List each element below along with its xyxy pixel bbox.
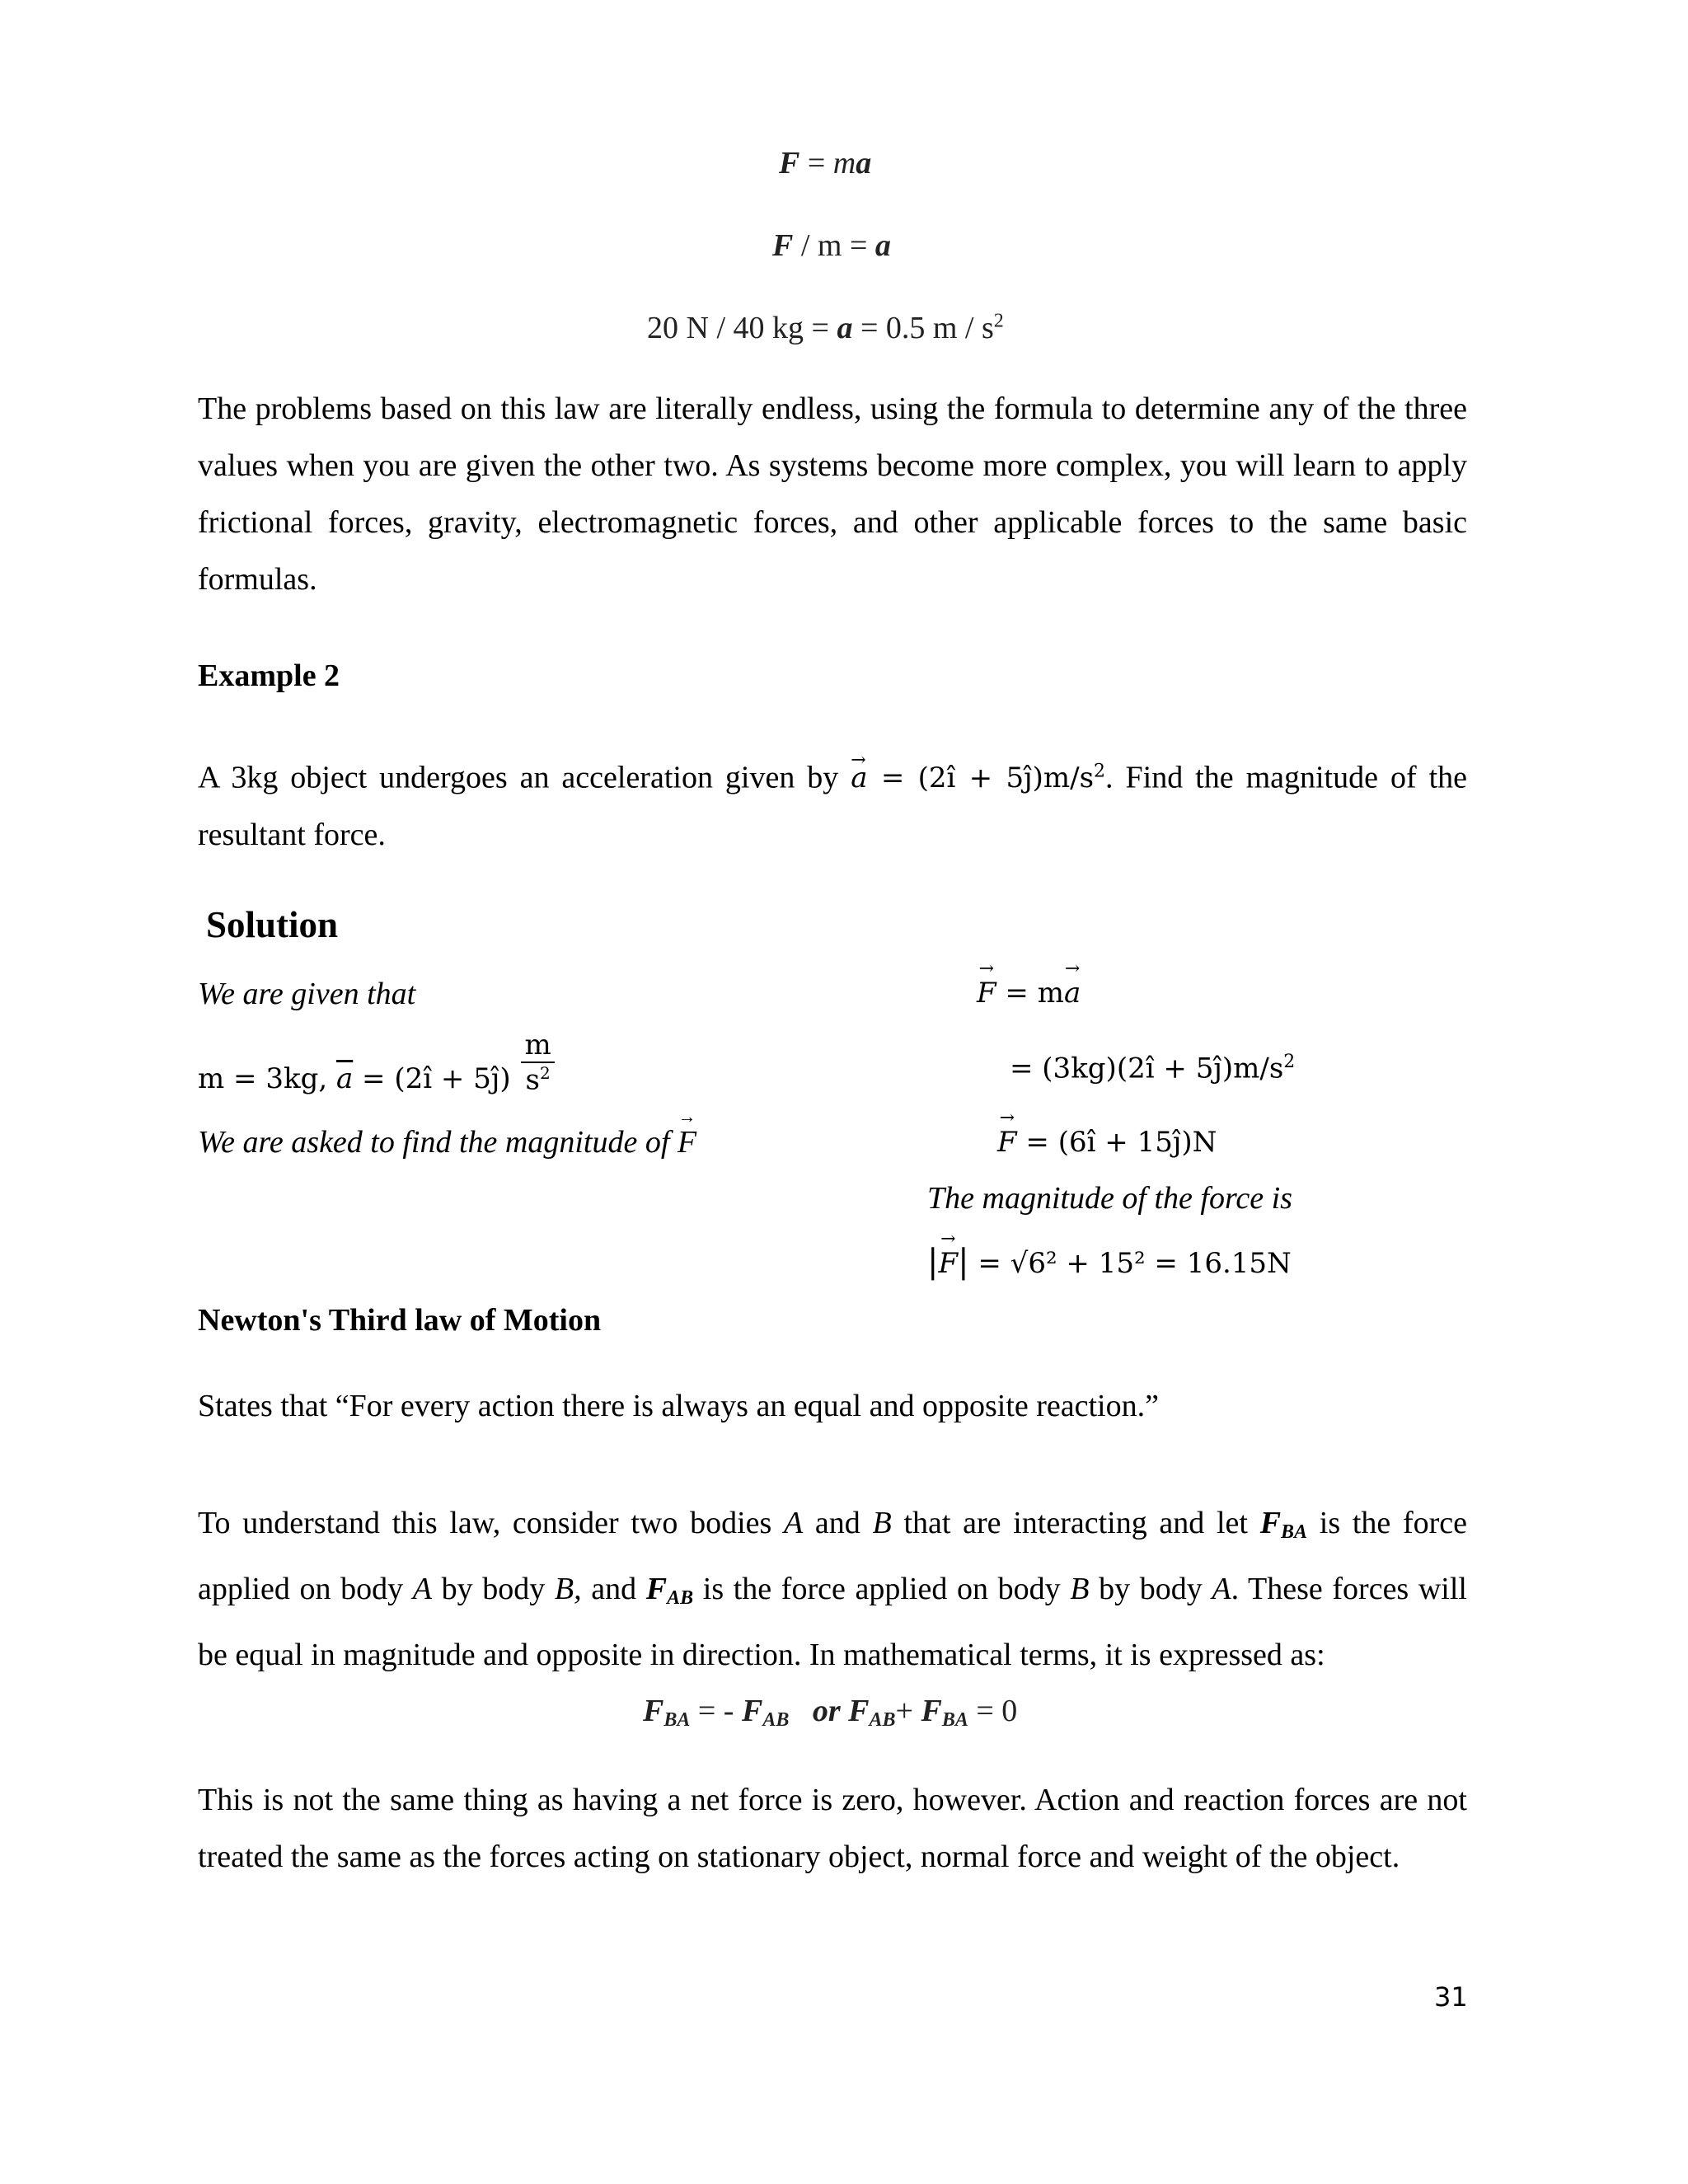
a-vector-overline: $\overline{a}$ bbox=[335, 1062, 354, 1096]
eq-f-symbol: F bbox=[779, 146, 800, 180]
eq-middle: / m = bbox=[793, 228, 875, 263]
equation-third-law: $F_{BA}$ = - $F_{AB}$ or $F_{AB}+ F_{BA} = 0$ bbox=[643, 1694, 1018, 1731]
example-heading: Example 2 bbox=[198, 658, 340, 693]
solution-line-2: = (3kg)(2î + $5ĵ)m/s^2$ bbox=[1010, 1052, 1296, 1085]
mass-equation: m = 3kg, bbox=[198, 1062, 336, 1096]
example-math: = (2î + 5ĵ)m/s bbox=[867, 762, 1095, 795]
solution-line-3: → F = (6î + 15ĵ)N bbox=[997, 1126, 1217, 1159]
frac-numerator: m bbox=[521, 1029, 554, 1063]
f-vector: → F bbox=[678, 1124, 696, 1160]
fraction-m-over-s2 bbox=[521, 1029, 554, 1096]
paragraph-third-law-explanation: To understand this law, consider two bodies A and B that are interacting and let $F_{BA}$ is the force applied on body A by body B, and $F_{AB}$ is the force applied on body B by body A. These forces will be equal in magnitude and opposite in direction. In mathematical terms, it is expressed as: bbox=[198, 1506, 1467, 1672]
a-vector: → a bbox=[1064, 977, 1081, 1010]
given-values bbox=[198, 1029, 555, 1097]
eq-equals: = bbox=[799, 146, 833, 180]
paragraph-formula-problems: The problems based on this law are literally endless, using the formula to determine any of the three values when you are given the other two. As systems become more complex, you will learn to apply frictional forces, gravity, electromagnetic forces, and other applicable forces to the same basic formulas. bbox=[198, 391, 1467, 597]
eq-a-symbol: a bbox=[856, 146, 872, 180]
third-law-statement: States that “For every action there is always an equal and opposite reaction.” bbox=[198, 1389, 1159, 1423]
a-equation: = (2î + 5ĵ) bbox=[353, 1062, 511, 1096]
example-text-post: . Find the magnitude of the resultant force. bbox=[198, 760, 1467, 853]
acceleration-vector: → a bbox=[851, 750, 867, 807]
f-vector: → F bbox=[977, 977, 996, 1010]
asked-text: We are asked to find the magnitude of → F bbox=[198, 1124, 696, 1160]
eq-right: = 0.5 m / s bbox=[852, 311, 994, 345]
given-text: We are given that bbox=[198, 977, 416, 1011]
eq-a-symbol: a bbox=[837, 311, 853, 345]
equation-f-over-m bbox=[772, 227, 891, 264]
example-text-pre: A 3kg object undergoes an acceleration given by bbox=[198, 760, 851, 795]
eq-superscript: 2 bbox=[993, 310, 1004, 332]
page-number: 31 bbox=[1434, 1981, 1468, 2013]
example-sup: 2 bbox=[1094, 762, 1106, 782]
third-law-heading: Newton's Third law of Motion bbox=[198, 1303, 602, 1338]
eq-f-symbol: F bbox=[772, 228, 794, 263]
solution-heading: Solution bbox=[206, 904, 339, 945]
magnitude-result: |→ F| = √6² + 15² = 16.15N bbox=[927, 1243, 1292, 1281]
eq-a-symbol: a bbox=[874, 228, 891, 263]
equation-f-ma bbox=[779, 145, 871, 181]
f-ab-symbol: F bbox=[645, 1572, 668, 1606]
f-vector: → F bbox=[997, 1126, 1017, 1159]
magnitude-text: The magnitude of the force is bbox=[927, 1181, 1292, 1216]
solution-line-1: → F = m→ a bbox=[977, 977, 1081, 1010]
eq-m-symbol: m bbox=[832, 146, 856, 180]
paragraph-net-force: This is not the same thing as having a net force is zero, however. Action and reaction forces are not treated the same as the forces acting on stationary object, normal force and weight of the object. bbox=[198, 1783, 1467, 1874]
f-ba-symbol: F bbox=[1259, 1506, 1282, 1540]
eq-left: 20 N / 40 kg = bbox=[647, 311, 837, 345]
equation-numeric bbox=[647, 310, 1004, 346]
f-vector: → F bbox=[938, 1247, 958, 1280]
example-statement bbox=[198, 743, 1467, 864]
frac-denominator: $s^2$ bbox=[525, 1063, 551, 1097]
